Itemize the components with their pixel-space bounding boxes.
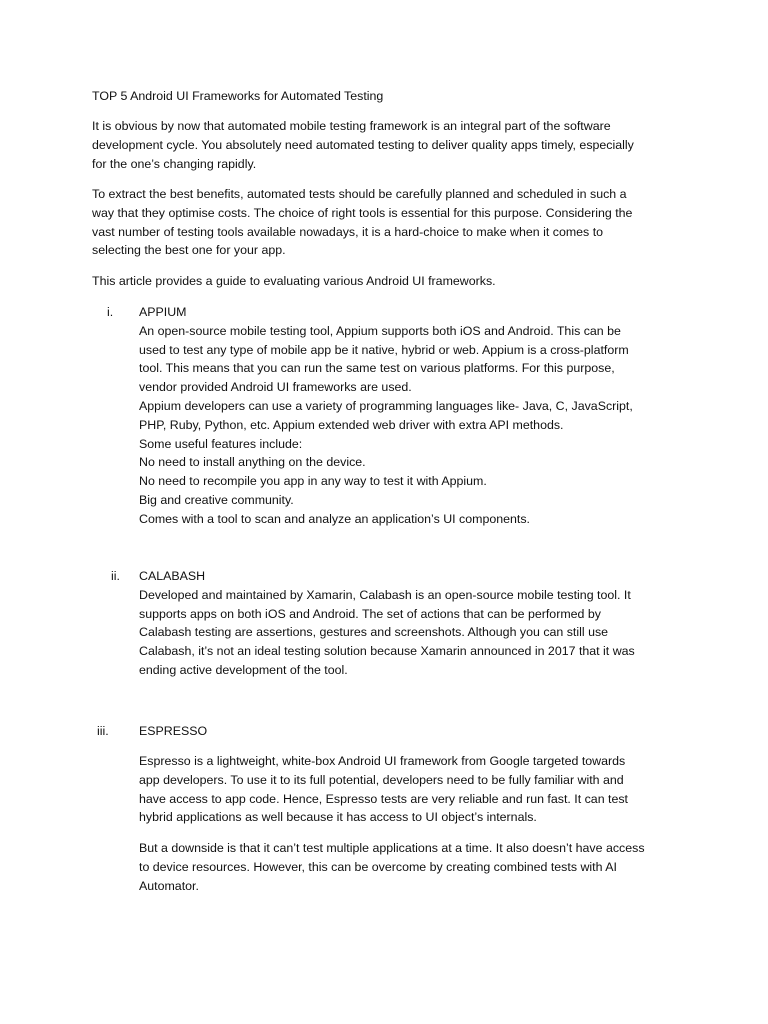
section-number-appium: i. xyxy=(107,305,114,319)
intro-paragraph-2: To extract the best benefits, automated tests should be carefully planned and scheduled in such a way that they optimise costs. The choice of right tools is essential for this purpose. Considering the vast number of testing tools available nowadays, it is a hard-choice to make when it comes to selecting the best one for your app. xyxy=(92,187,633,258)
section-appium: APPIUM An open-source mobile testing tool, Appium supports both iOS and Android. This can be used to test any type of mobile app be it native, hybrid or web. Appium is a cross-platform tool. This means that you can run the same test on various platforms. For this purpose, vendor provided Android UI frameworks are used. Appium developers can use a variety of programming languages like- Java, C, JavaScript, PHP, Ruby, Python, etc. Appium extended web driver with extra API methods. Some useful features include: No need to install anything on the device. No need to recompile you app in any way to test it with Appium. Big and creative community. Comes with a tool to scan and analyze an application’s UI components. xyxy=(139,305,633,526)
section-heading-espresso: ESPRESSO xyxy=(139,724,208,738)
intro-paragraph-3: This article provides a guide to evaluating various Android UI frameworks. xyxy=(92,274,496,288)
section-heading-appium: APPIUM xyxy=(139,305,187,319)
section-number-espresso: iii. xyxy=(97,724,109,738)
intro-paragraph-1: It is obvious by now that automated mobile testing framework is an integral part of the software development cycle. You absolutely need automated testing to deliver quality apps timely, especially for the one’s changing rapidly. xyxy=(92,119,634,171)
section-calabash: CALABASH Developed and maintained by Xamarin, Calabash is an open-source mobile testing tool. It supports apps on both iOS and Android. The set of actions that can be performed by Calabash testing are assertions, gestures and screenshots. Although you can still use Calabash, it’s not an ideal testing solution because Xamarin announced in 2017 that it was ending active development of the tool. xyxy=(139,569,635,677)
section-heading-calabash: CALABASH xyxy=(139,569,206,583)
espresso-paragraph-1: Espresso is a lightweight, white-box Android UI framework from Google targeted towards app developers. To use it to its full potential, developers need to be fully familiar with and have access to app code. Hence, Espresso tests are very reliable and run fast. It can test hybrid applications as well because it has access to UI object’s internals. xyxy=(139,754,629,825)
section-number-calabash: ii. xyxy=(111,569,120,583)
document-title: TOP 5 Android UI Frameworks for Automated Testing xyxy=(92,89,384,103)
espresso-paragraph-2: But a downside is that it can’t test multiple applications at a time. It also doesn’t have access to device resources. However, this can be overcome by creating combined tests with AI Automator. xyxy=(139,841,645,893)
